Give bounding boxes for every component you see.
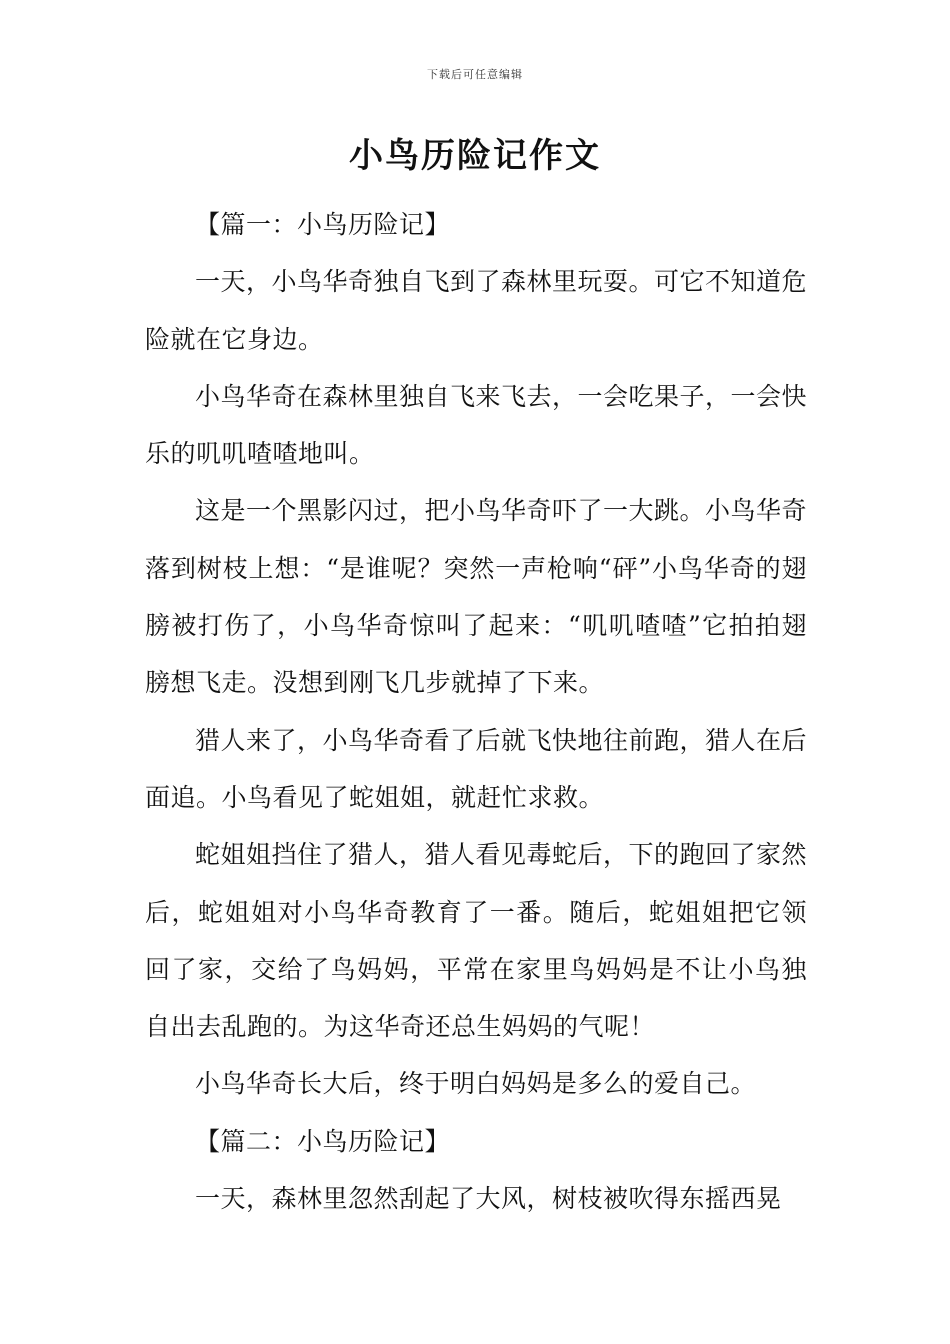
section-heading-1: 【篇一：小鸟历险记】 [195,210,451,239]
paragraph: 蛇姐姐挡住了猎人，猎人看见毒蛇后，下的跑回了家然后，蛇姐姐对小鸟华奇教育了一番。随后，蛇姐姐把它领回了家，交给了鸟妈妈，平常在家里鸟妈妈是不让小鸟独自出去乱跑的。为这华奇还总生妈妈的气呢！ [145,840,808,1042]
paragraph: 小鸟华奇在森林里独自飞来飞去，一会吃果子，一会快乐的叽叽喳喳地叫。 [145,381,808,469]
page-header-note: 下载后可任意编辑 [427,68,523,81]
document-body [145,196,807,1227]
paragraph: 一天，小鸟华奇独自飞到了森林里玩耍。可它不知道危险就在它身边。 [145,267,808,354]
section-heading-2: 【篇二：小鸟历险记】 [195,1126,451,1156]
document-title: 小鸟历险记作文 [349,136,601,176]
paragraph: 猎人来了，小鸟华奇看了后就飞快地往前跑，猎人在后面追。小鸟看见了蛇姐姐，就赶忙求救。 [145,725,808,812]
paragraph: 这是一个黑影闪过，把小鸟华奇吓了一大跳。小鸟华奇落到树枝上想：“是谁呢？突然一声枪响“砰”小鸟华奇的翅膀被打伤了，小鸟华奇惊叫了起来：“叽叽喳喳”它拍拍翅膀想飞走。没想到刚飞几步就掉了下来。 [145,496,808,698]
paragraph: 一天，森林里忽然刮起了大风，树枝被吹得东摇西晃 [195,1184,782,1214]
paragraph: 小鸟华奇长大后，终于明白妈妈是多么的爱自己。 [195,1069,757,1099]
